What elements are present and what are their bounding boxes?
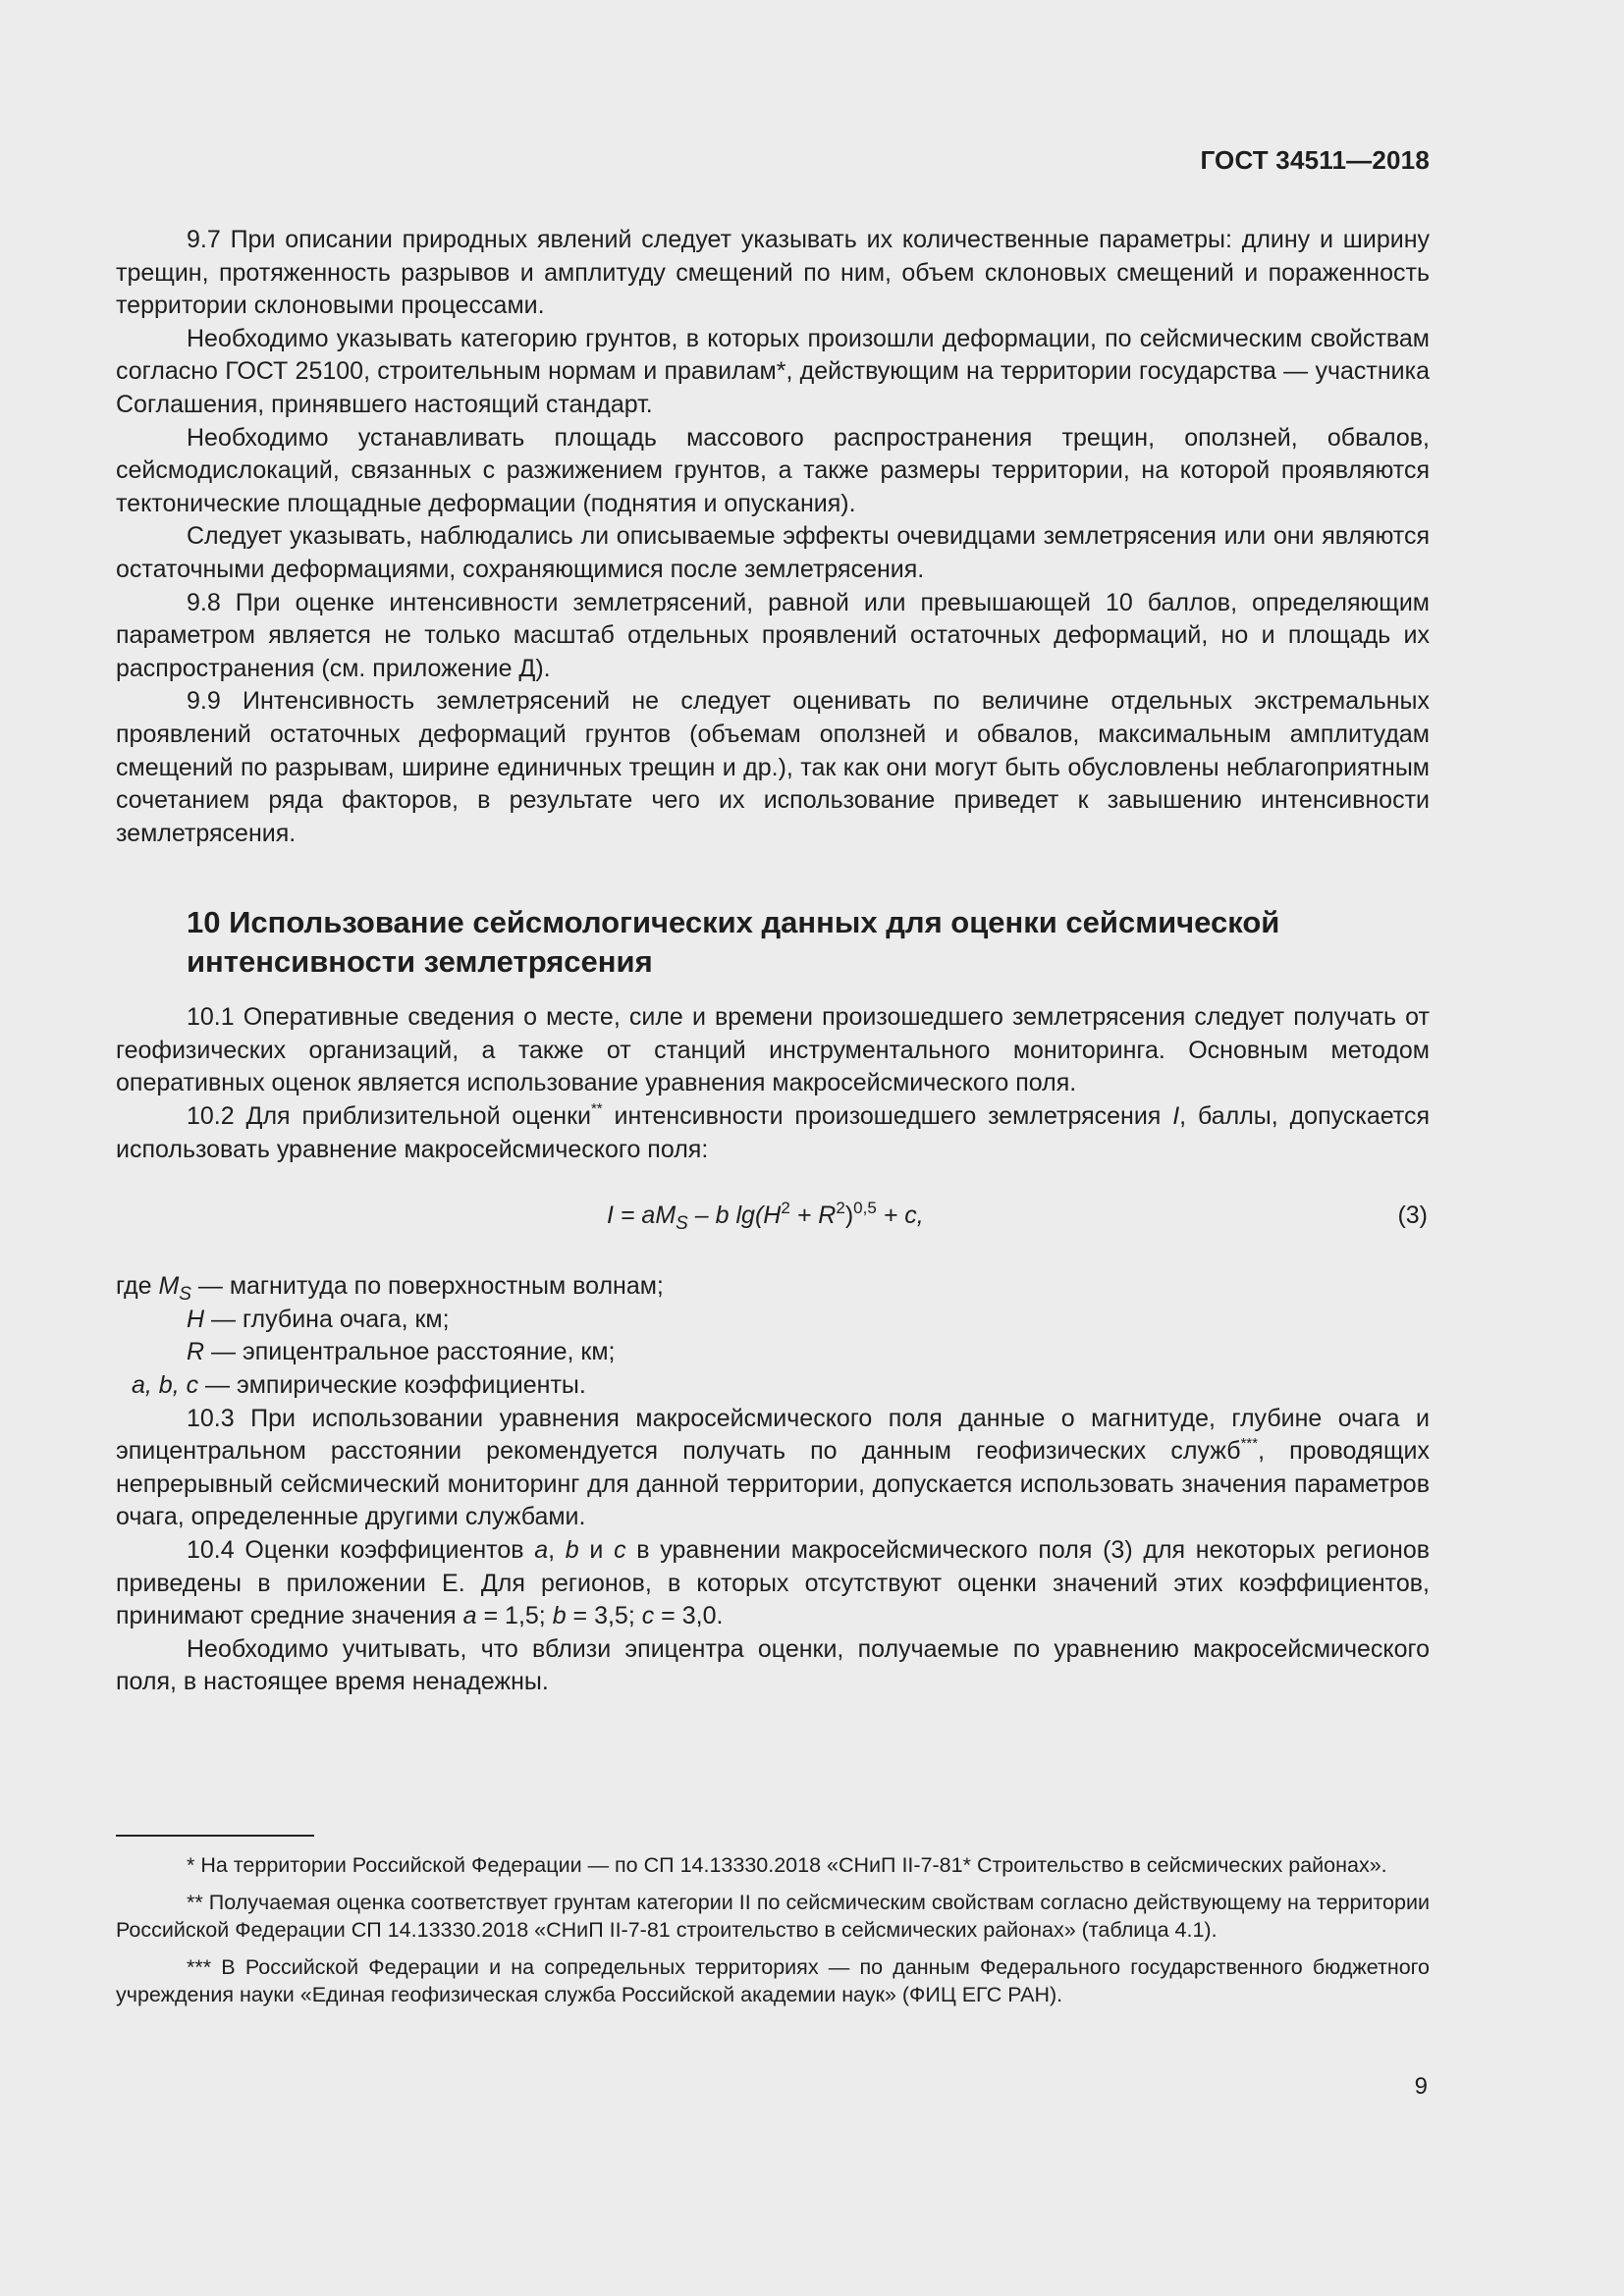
formula-number: (3) — [1397, 1201, 1428, 1230]
formula-3 — [116, 1200, 1430, 1239]
paragraph-soil-category: Необходимо указывать категорию грунтов, в которых произошли деформации, по сейсмическим свойствам согласно ГОСТ 25100, строительным нормам и правилам*, действующим на территории государства — участника Соглашения, принявшего настоящий стандарт. — [116, 324, 1430, 418]
section-title-line: 10 Использование сейсмологических данных для оценки сейсмической — [187, 905, 1280, 940]
paragraph-spread-area: Необходимо устанавливать площадь массового распространения трещин, оползней, обвалов, сейсмодислокаций, связанных с разжижением грунтов, а также размеры территории, на которой проявляются тектонические площадные деформации (поднятия и опускания). — [116, 423, 1430, 517]
paragraph-9-7: 9.7 При описании природных явлений следует указывать их количественные параметры: длину и ширину трещин, протяженность разрывов и амплитуду смещений по ним, объем склоновых смещений и пораженность территории склоновыми процессами. — [116, 226, 1430, 320]
paragraph-10-2: 10.2 Для приблизительной оценки** интенсивности произошедшего землетрясения I, баллы, допускается использовать уравнение макросейсмического поля: — [116, 1100, 1431, 1163]
paragraph-10-4: 10.4 Оценки коэффициентов a, b и c в уравнении макросейсмического поля (3) для некоторых регионов приведены в приложении Е. Для регионов, в которых отсутствуют оценки значений этих коэффициентов, принимают средние значения a = 1,5; b = 3,5; c = 3,0. — [116, 1536, 1430, 1630]
definition-ms: где $M_S$ — магнитуда по поверхностным волнам; — [116, 1272, 664, 1306]
footnote-2: ** Получаемая оценка соответствует грунтам категории II по сейсмическим свойствам согласно действующему на территории Российской Федерации СП 14.13330.2018 «СНиП II-7-81 строительство в сейсмических районах» (таблица 4.1). — [116, 1891, 1430, 1942]
paragraph-10-3: 10.3 При использовании уравнения макросейсмического поля данные о магнитуде, глубине очага и эпицентральном расстоянии рекомендуется получать по данным геофизических служб***, проводящих непрерывный сейсмический мониторинг для данной территории, допускается использовать значения параметров очага, определенные другими службами. — [116, 1404, 1430, 1531]
footnotes — [116, 1851, 1430, 2018]
footnote-ref: ** — [590, 1100, 603, 1118]
footnote-3: *** В Российской Федерации и на сопредельных территориях — по данным Федерального государственного бюджетного учреждения науки «Единая геофизическая служба Российской академии наук» (ФИЦ ЕГС РАН). — [116, 1955, 1430, 2006]
definition-abc: a, b, c — эмпирические коэффициенты. — [132, 1371, 586, 1400]
definition-r: R — эпицентральное расстояние, км; — [187, 1338, 616, 1366]
variable-definitions — [116, 1270, 1430, 1402]
footnote-1: * На территории Российской Федерации — по СП 14.13330.2018 «СНиП II-7-81* Строительство в сейсмических районах». — [187, 1853, 1387, 1877]
paragraph-9-9: 9.9 Интенсивность землетрясений не следует оценивать по величине отдельных экстремальных проявлений остаточных деформаций грунтов (объемам оползней и обвалов, максимальным амплитудам смещений по разрывам, ширине единичных трещин и др.), так как они могут быть обусловлены неблагоприятным сочетанием ряда факторов, в результате чего их использование приведет к завышению интенсивности землетрясения. — [116, 687, 1430, 847]
footnote-divider — [116, 1835, 314, 1837]
paragraph-reliability-note: Необходимо учитывать, что вблизи эпицентра оценки, получаемые по уравнению макросейсмического поля, в настоящее время ненадежны. — [116, 1634, 1430, 1696]
paragraph-witness-effects: Следует указывать, наблюдались ли описываемые эффекты очевидцами землетрясения или они являются остаточными деформациями, сохраняющимися после землетрясения. — [116, 522, 1430, 583]
section-10-title — [116, 903, 1430, 982]
footnote-ref: *** — [1240, 1435, 1259, 1453]
formula-expression: $I = aM_S - b$ $\lg(H^2 + R^2)^{0,5} + c$, — [607, 1199, 924, 1235]
section-title-line: интенсивности землетрясения — [187, 944, 653, 980]
page-number: 9 — [1414, 2073, 1428, 2100]
document-body — [116, 224, 1430, 1699]
paragraph-10-1: 10.1 Оперативные сведения о месте, силе и времени произошедшего землетрясения следует получать от геофизических организаций, а также от станций инструментального мониторинга. Основным методом оперативных оценок является использование уравнения макросейсмического поля. — [116, 1003, 1430, 1097]
definition-h: H — глубина очага, км; — [187, 1305, 450, 1333]
document-header: ГОСТ 34511—2018 — [1200, 145, 1430, 175]
paragraph-9-8: 9.8 При оценке интенсивности землетрясений, равной или превышающей 10 баллов, определяющим параметром является не только масштаб отдельных проявлений остаточных деформаций, но и площадь их распространения (см. приложение Д). — [116, 588, 1430, 682]
